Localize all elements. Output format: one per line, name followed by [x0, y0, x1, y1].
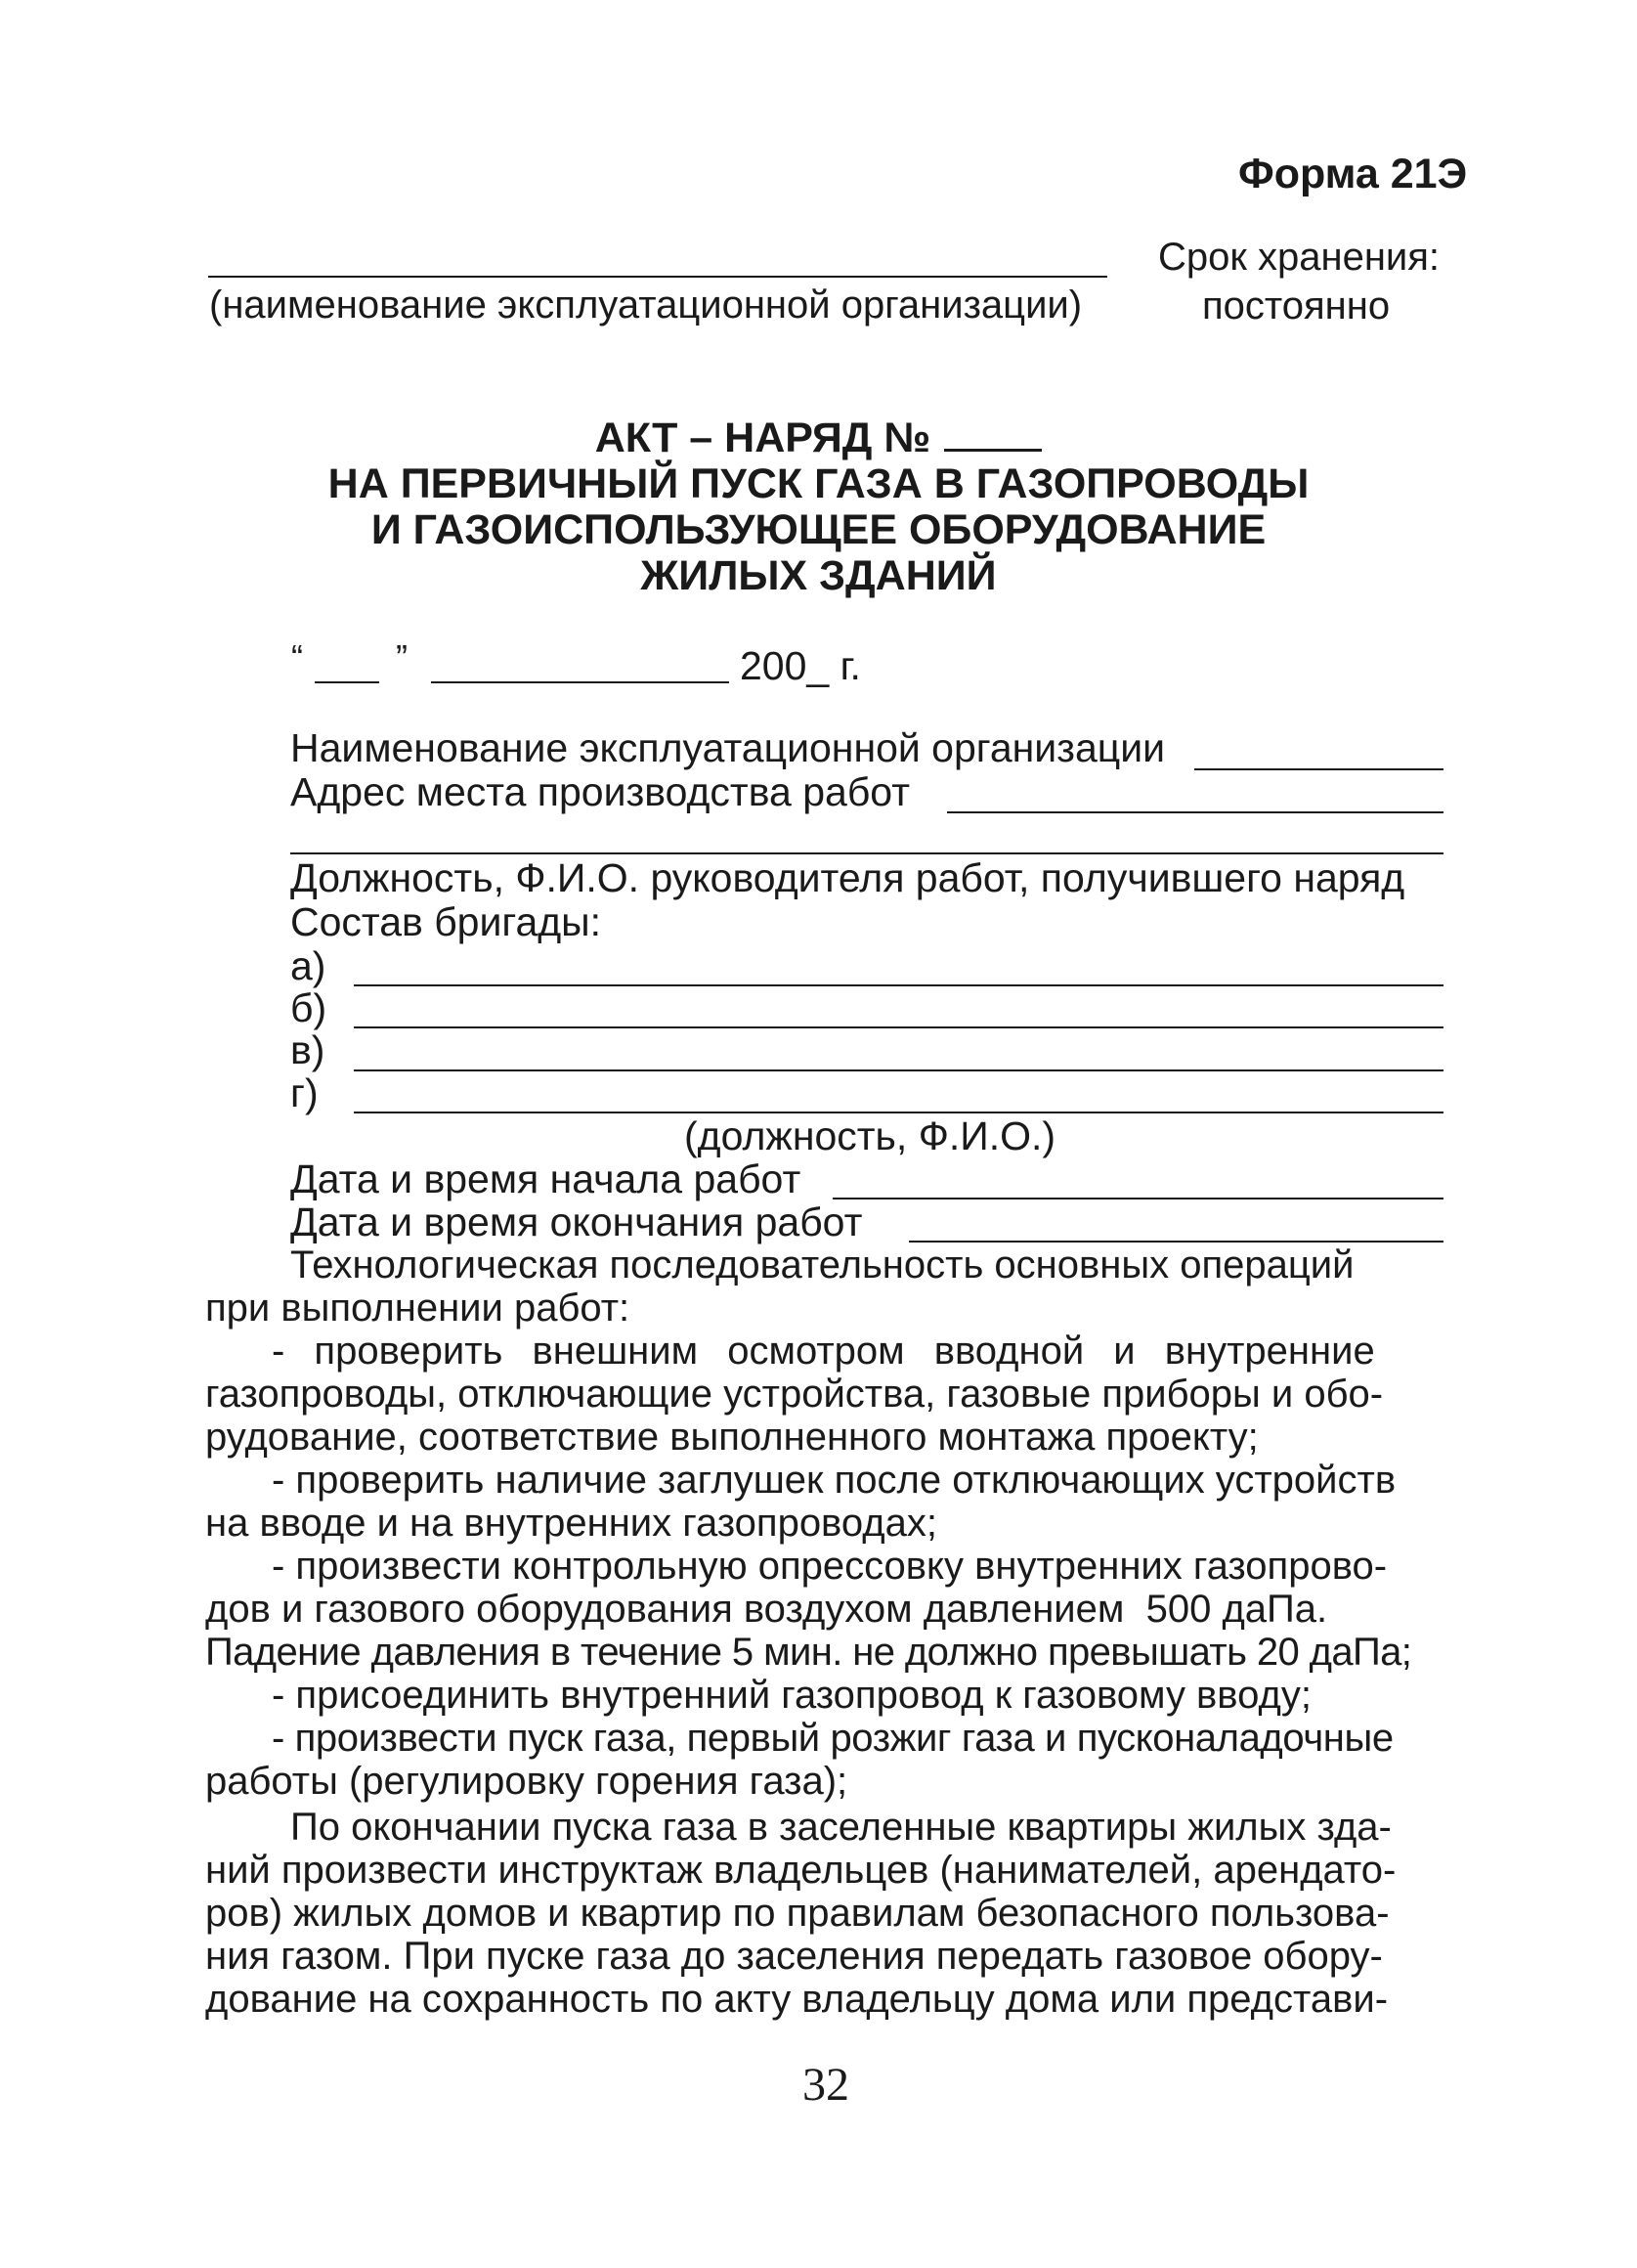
team-item-c-line [354, 1069, 1443, 1071]
step-1-line-1: - проверить внешним осмотром вводной и внутренние [272, 1330, 1375, 1373]
title-line-2: НА ПЕРВИЧНЫЙ ПУСК ГАЗА В ГАЗОПРОВОДЫ [327, 460, 1310, 507]
storage-value: постоянно [1202, 284, 1391, 327]
sequence-intro-line-1: Технологическая последовательность основных операций [290, 1243, 1355, 1287]
step-1-line-3: рудование, соответствие выполненного монтажа проекту; [205, 1416, 1259, 1459]
team-item-a-line [354, 984, 1443, 986]
org-caption: (наименование эксплуатационной организации) [209, 284, 1083, 327]
org-name-blank-line [208, 276, 1107, 278]
team-item-b: б) [290, 985, 327, 1030]
step-1-line-2: газопроводы, отключающие устройства, газовые приборы и обо- [205, 1373, 1384, 1416]
step-3-line-1: - произвести контрольную опрессовку внутренних газопрово- [272, 1545, 1388, 1588]
address-label: Адрес места производства работ [290, 769, 910, 814]
storage-label: Срок хранения: [1158, 236, 1441, 279]
step-2 [205, 1459, 1461, 1545]
step-3 [205, 1545, 1461, 1674]
step-2-line-2: на вводе и на внутренних газопроводах; [205, 1502, 937, 1545]
end-field-line [909, 1241, 1443, 1243]
final-line-4: ния газом. При пуске газа до заселения передать газовое обору- [205, 1935, 1383, 1978]
date-year: 200_ г. [740, 643, 861, 688]
sequence-intro-line-2: при выполнении работ: [205, 1287, 630, 1330]
form-number: Форма 21Э [1238, 151, 1468, 197]
document-title [293, 415, 1344, 599]
address-field-line-2 [290, 852, 1443, 854]
team-label: Состав бригады: [290, 899, 602, 944]
title-act-number-label: АКТ – НАРЯД № [594, 414, 931, 461]
step-5 [205, 1717, 1461, 1803]
address-field-line [947, 811, 1443, 813]
step-4-line-1: - присоединить внутренний газопровод к газовому вводу; [272, 1674, 1312, 1717]
act-number-blank [944, 419, 1042, 452]
team-item-b-line [354, 1026, 1443, 1028]
page-number: 32 [802, 2059, 849, 2111]
title-line-1 [293, 415, 1344, 461]
start-field-line [833, 1198, 1443, 1199]
end-label: Дата и время окончания работ [290, 1199, 863, 1244]
team-caption: (должность, Ф.И.О.) [684, 1113, 1056, 1158]
step-5-line-1: - произвести пуск газа, первый розжиг газа и пусконаладочные [272, 1717, 1394, 1760]
supervisor-label: Должность, Ф.И.О. руководителя работ, получившего наряд [290, 855, 1405, 900]
date-month-blank [431, 681, 729, 683]
team-item-d: г) [290, 1070, 319, 1115]
final-line-2: ний произвести инструктаж владельцев (нанимателей, арендато- [205, 1849, 1397, 1892]
step-3-line-3: Падение давления в течение 5 мин. не должно превышать 20 даПа; [205, 1631, 1412, 1674]
title-line-3: И ГАЗОИСПОЛЬЗУЮЩЕЕ ОБОРУДОВАНИЕ [370, 506, 1267, 553]
step-4 [205, 1674, 1461, 1717]
step-1 [205, 1330, 1461, 1459]
step-2-line-1: - проверить наличие заглушек после отключающих устройств [272, 1459, 1397, 1502]
date-quote-open: “ [291, 637, 303, 677]
org-name-label: Наименование эксплуатационной организации [290, 725, 1166, 770]
date-day-blank [315, 681, 379, 683]
org-name-field-line [1194, 768, 1443, 770]
step-3-line-2: дов и газового оборудования воздухом давлением 500 даПа. [205, 1588, 1328, 1631]
final-paragraph [205, 1806, 1461, 2021]
team-item-c: в) [290, 1027, 325, 1072]
date-quote-close: ” [396, 637, 408, 677]
sequence-intro [205, 1243, 1461, 1330]
final-line-3: ров) жилых домов и квартир по правилам безопасного пользова- [205, 1892, 1390, 1935]
title-line-4: ЖИЛЫХ ЗДАНИЙ [640, 552, 997, 599]
team-item-a: а) [290, 943, 326, 988]
start-label: Дата и время начала работ [290, 1156, 801, 1201]
final-line-1: По окончании пуска газа в заселенные квартиры жилых зда- [290, 1806, 1392, 1849]
final-line-5: дование на сохранность по акту владельцу дома или представи- [205, 1978, 1389, 2021]
step-5-line-2: работы (регулировку горения газа); [205, 1760, 848, 1803]
